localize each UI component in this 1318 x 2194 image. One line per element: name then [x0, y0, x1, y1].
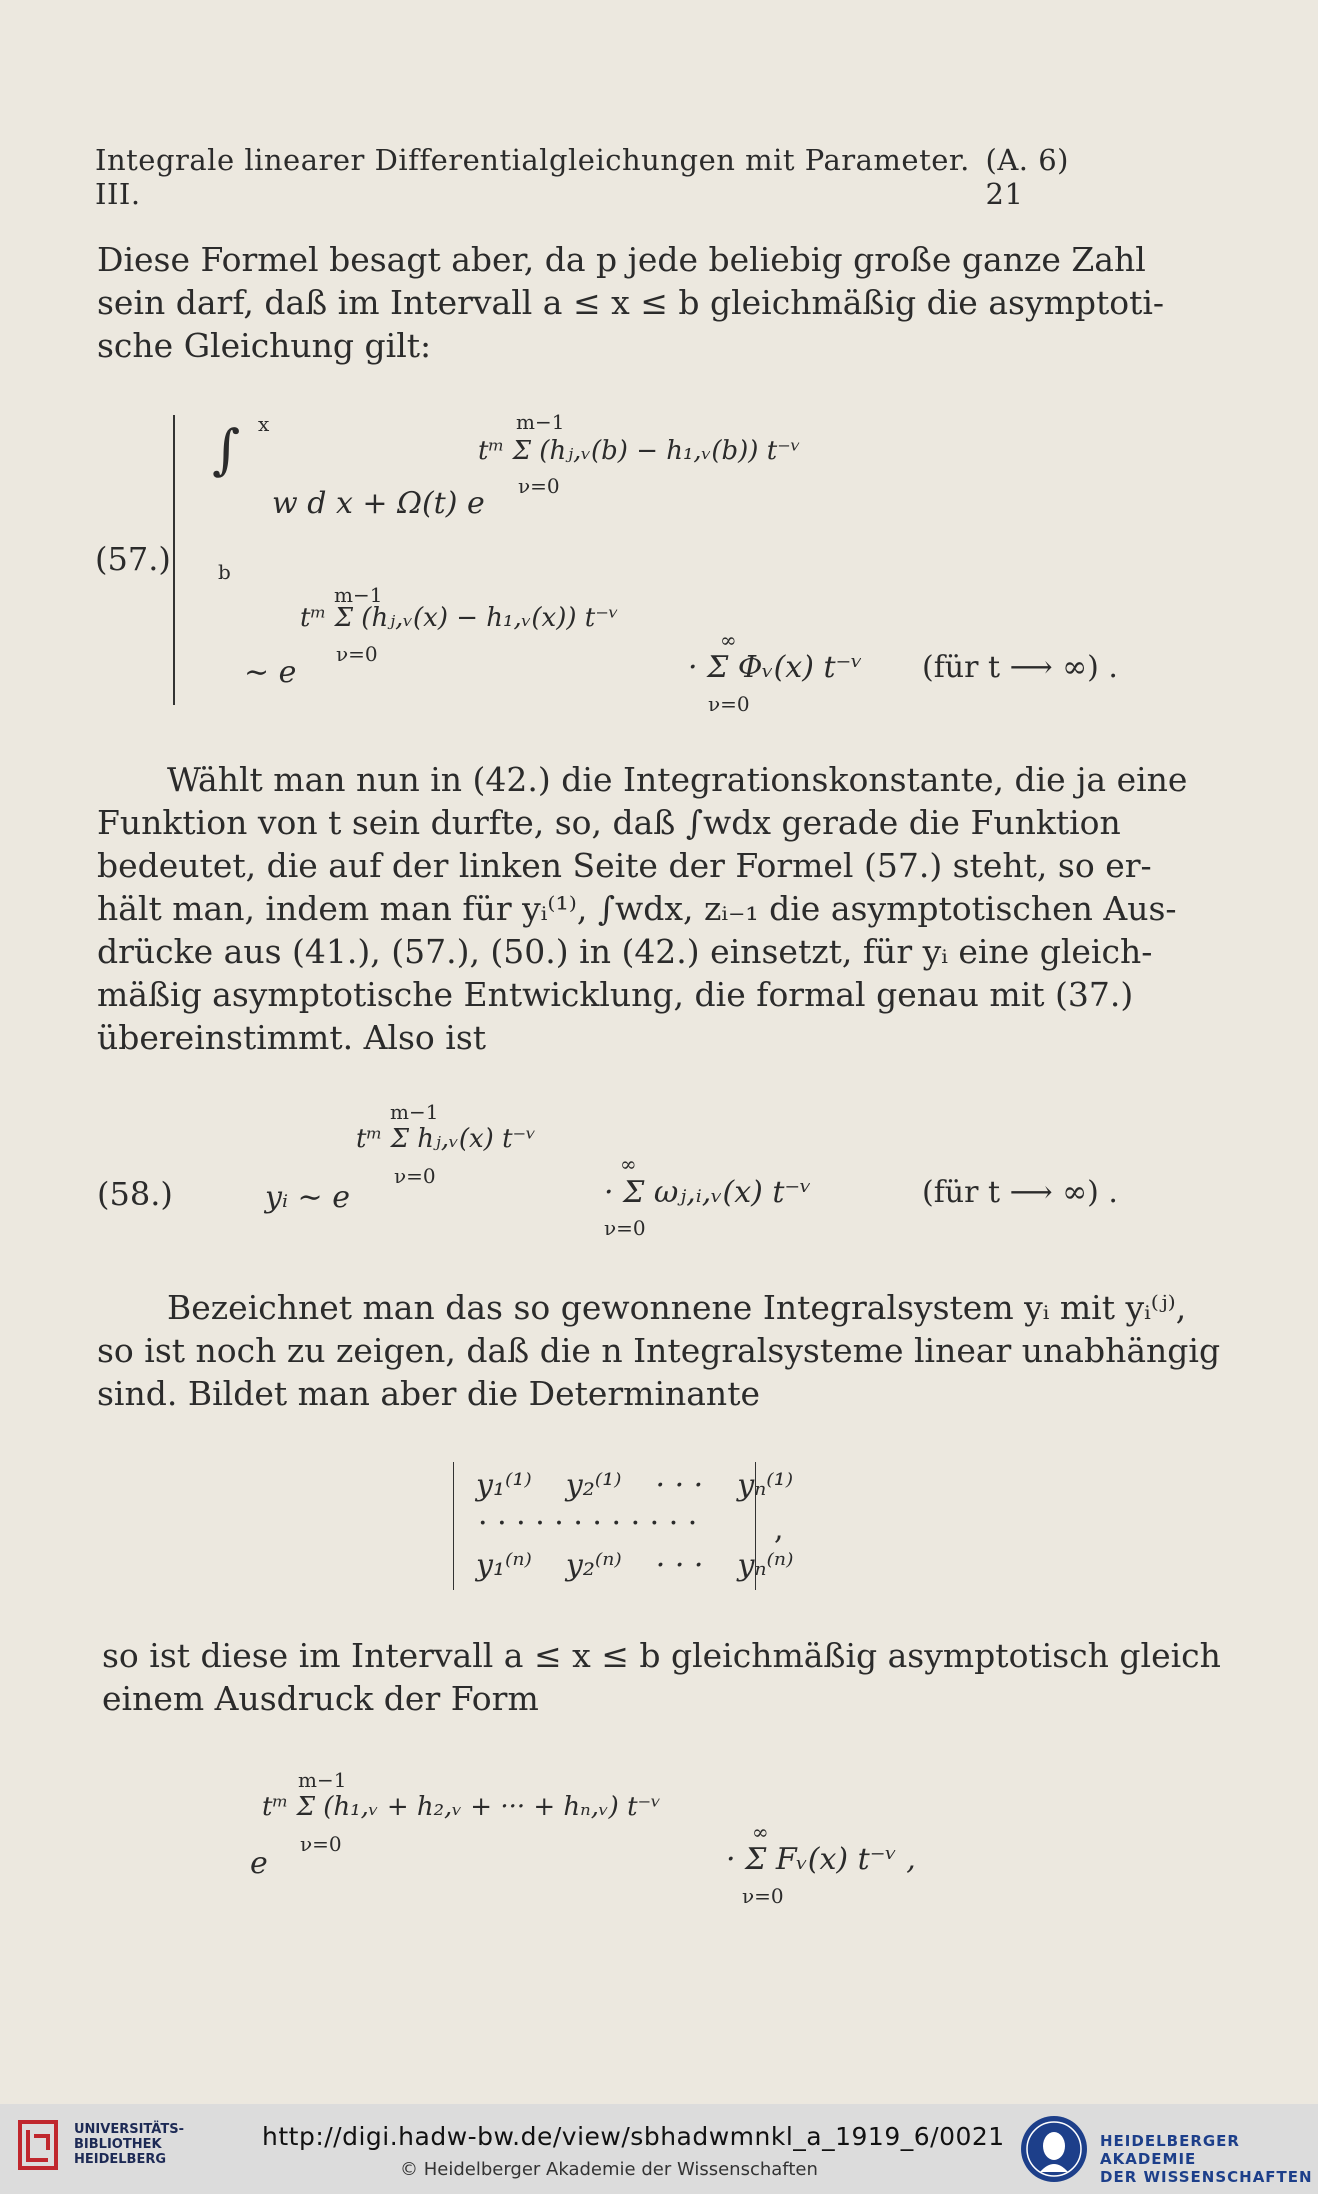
matrix-entry: yₙ⁽¹⁾ [737, 1468, 794, 1503]
library-name-line: UNIVERSITÄTS- [74, 2122, 184, 2137]
text-line: hält man, indem man für yᵢ⁽¹⁾, ∫wdx, zᵢ₋₁ die asymptotischen Aus- [97, 889, 1177, 928]
text-line: so ist noch zu zeigen, daß die n Integralsysteme linear unabhängig [97, 1331, 1221, 1370]
exponent-expression: tᵐ Σ (hⱼ,ᵥ(b) − h₁,ᵥ(b)) t⁻ᵛ [478, 436, 801, 466]
library-name-line: HEIDELBERG [74, 2152, 167, 2167]
sum-expression: · Σ Fᵥ(x) t⁻ᵛ , [726, 1842, 916, 1877]
exponent-lower: ν=0 [336, 642, 378, 666]
rhs-sim: ∼ e [244, 655, 297, 690]
determinant-row-n [476, 1548, 793, 1583]
exponent-lower: ν=0 [518, 474, 560, 498]
library-name-line: BIBLIOTHEK [74, 2137, 162, 2152]
library-logo-icon [14, 2116, 66, 2182]
running-title: Integrale linearer Differentialgleichungen mit Parameter. III. [95, 143, 970, 211]
matrix-entry: y₂⁽¹⁾ [565, 1468, 622, 1503]
matrix-entry: y₁⁽¹⁾ [476, 1468, 532, 1503]
integral-lower-limit: b [218, 560, 231, 584]
exponent-lower: ν=0 [394, 1164, 436, 1188]
matrix-entry: y₂⁽ⁿ⁾ [565, 1548, 622, 1583]
matrix-entry: · · · [655, 1548, 704, 1583]
copyright: © Heidelberger Akademie der Wissenschaften [400, 2159, 818, 2180]
condition: (für t ⟶ ∞) . [922, 650, 1118, 685]
academy-name-line: DER WISSENSCHAFTEN [1100, 2168, 1313, 2186]
exponent-upper: m−1 [298, 1768, 347, 1792]
integral-upper-limit: x [258, 412, 270, 436]
exponent-upper: m−1 [516, 410, 565, 434]
paragraph-3 [97, 1286, 1221, 1415]
text-line: Wählt man nun in (42.) die Integrationskonstante, die ja eine [167, 760, 1188, 799]
academy-name-line: HEIDELBERGER AKADEMIE [1100, 2132, 1240, 2168]
text-line: so ist diese im Intervall a ≤ x ≤ b gleichmäßig asymptotisch gleich [102, 1636, 1221, 1675]
integral-sign: ∫ [212, 418, 241, 481]
matrix-entry: yₙ⁽ⁿ⁾ [737, 1548, 794, 1583]
exponent-lower: ν=0 [300, 1832, 342, 1856]
matrix-entry: y₁⁽ⁿ⁾ [476, 1548, 532, 1583]
text-line: drücke aus (41.), (57.), (50.) in (42.) einsetzt, für yᵢ eine gleich- [97, 932, 1153, 971]
exponent-expression: tᵐ Σ hⱼ,ᵥ(x) t⁻ᵛ [356, 1124, 536, 1154]
sum-upper: ∞ [720, 628, 737, 652]
text-line: sein darf, daß im Intervall a ≤ x ≤ b gleichmäßig die asymptoti- [97, 283, 1165, 322]
exponent-expression: tᵐ Σ (h₁,ᵥ + h₂,ᵥ + ··· + hₙ,ᵥ) t⁻ᵛ [262, 1792, 661, 1822]
lhs-expression: yᵢ ∼ e [265, 1180, 350, 1215]
library-name [74, 2122, 184, 2167]
paragraph-4 [102, 1634, 1221, 1720]
exponent-upper: m−1 [390, 1100, 439, 1124]
matrix-entry: · · · [655, 1468, 704, 1503]
exponent-expression: tᵐ Σ (hⱼ,ᵥ(x) − h₁,ᵥ(x)) t⁻ᵛ [300, 603, 619, 633]
text-line: Diese Formel besagt aber, da p jede beliebig große ganze Zahl [97, 240, 1146, 279]
text-line: übereinstimmt. Also ist [97, 1018, 487, 1057]
text-line: Funktion von t sein durfte, so, daß ∫wdx gerade die Funktion [97, 803, 1121, 842]
paragraph-2 [97, 758, 1188, 1059]
text-line: sche Gleichung gilt: [97, 326, 432, 365]
sum-upper: ∞ [620, 1152, 637, 1176]
academy-seal-icon [1018, 2110, 1090, 2188]
brace-bar [173, 415, 175, 705]
equation-label: (58.) [97, 1175, 173, 1213]
permalink-url[interactable]: http://digi.hadw-bw.de/view/sbhadwmnkl_a_1919_6/0021 [262, 2122, 1005, 2151]
sum-expression: · Σ Φᵥ(x) t⁻ᵛ [688, 650, 863, 685]
sum-expression: · Σ ωⱼ,ᵢ,ᵥ(x) t⁻ᵛ [604, 1175, 812, 1210]
text-line: mäßig asymptotische Entwicklung, die formal genau mit (37.) [97, 975, 1134, 1014]
running-head [95, 143, 1111, 211]
page-number: (A. 6) 21 [985, 143, 1069, 211]
footer-bar [0, 2104, 1318, 2194]
determinant-comma: , [774, 1512, 784, 1547]
sum-lower: ν=0 [742, 1884, 784, 1908]
determinant-dots: · · · · · · · · · · · · [478, 1506, 698, 1541]
lhs-expression: e [250, 1846, 268, 1881]
text-line: Bezeichnet man das so gewonnene Integralsystem yᵢ mit yᵢ⁽ʲ⁾, [167, 1288, 1187, 1327]
academy-name [1100, 2132, 1318, 2186]
text-line: sind. Bildet man aber die Determinante [97, 1374, 760, 1413]
text-line: bedeutet, die auf der linken Seite der Formel (57.) steht, so er- [97, 846, 1152, 885]
sum-upper: ∞ [752, 1820, 769, 1844]
determinant-left-bar [453, 1462, 454, 1590]
determinant-row-1 [476, 1468, 793, 1503]
paragraph-1 [97, 238, 1165, 367]
sum-lower: ν=0 [708, 692, 750, 716]
text-line: einem Ausdruck der Form [102, 1679, 539, 1718]
exponent-upper: m−1 [334, 583, 383, 607]
lhs-expression: w d x + Ω(t) e [272, 486, 485, 521]
condition: (für t ⟶ ∞) . [922, 1175, 1118, 1210]
sum-lower: ν=0 [604, 1216, 646, 1240]
equation-label: (57.) [95, 540, 171, 578]
